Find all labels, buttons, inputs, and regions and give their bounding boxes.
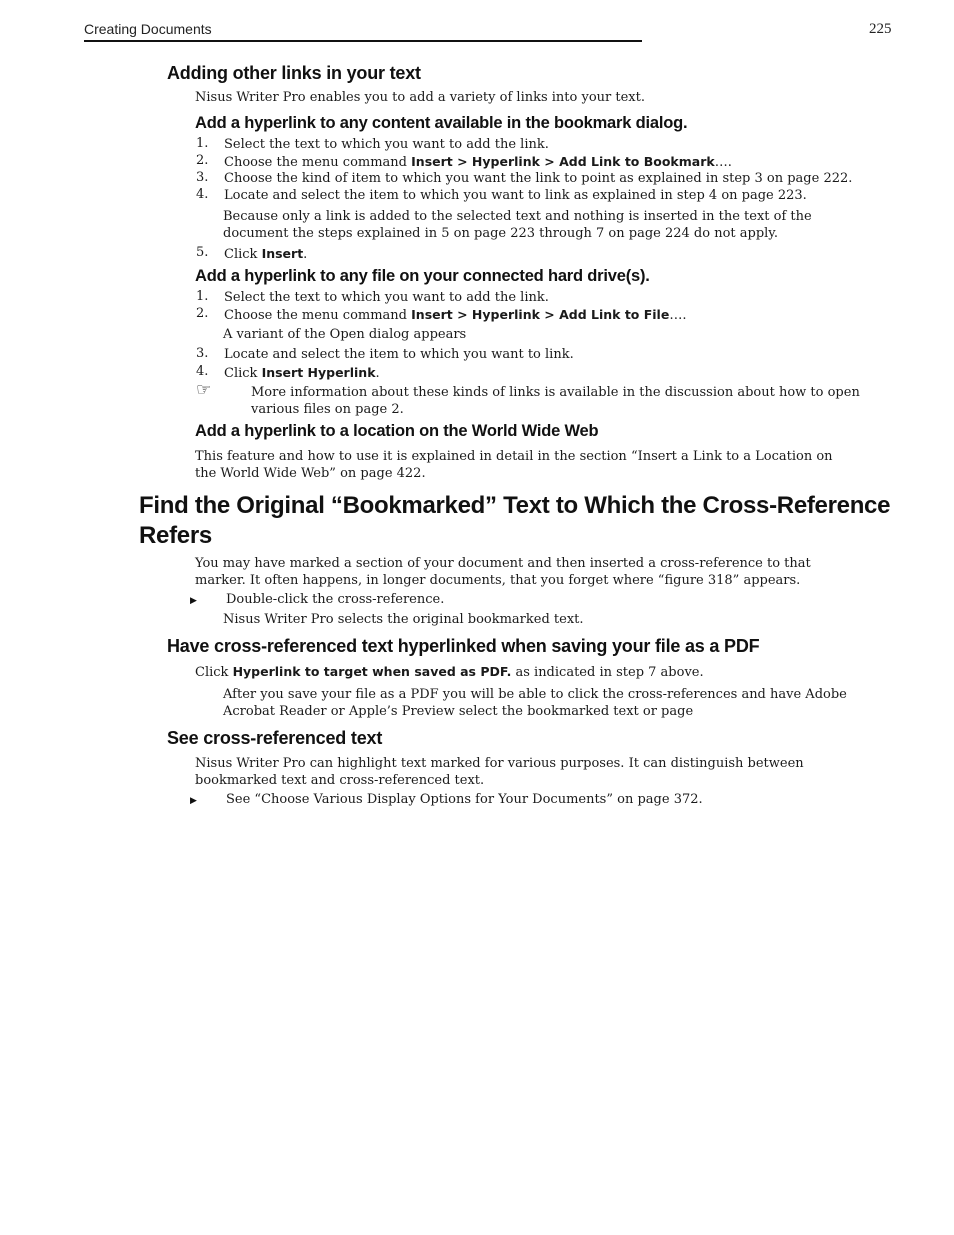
step-text: Select the text to which you want to add the link. [224, 137, 549, 152]
adding-links-intro: Nisus Writer Pro enables you to add a variety of links into your text. [195, 90, 645, 105]
step-text-post: …. [669, 308, 687, 323]
heading-find-original-cont: Refers [139, 522, 212, 549]
step-number: 1. [196, 289, 209, 304]
pointing-hand-icon: ☞ [196, 380, 212, 400]
step-number: 2. [196, 153, 209, 168]
bullet-text: Double-click the cross-reference. [226, 592, 445, 607]
step-number: 3. [196, 170, 209, 185]
see-xref-text: bookmarked text and cross-referenced text. [195, 773, 485, 788]
pdf-text-pre: Click [195, 665, 233, 680]
note-line: After you save your file as a PDF you will be able to click the cross-references and have Adobe [223, 687, 847, 702]
menu-command: Insert > Hyperlink > Add Link to File [411, 307, 670, 322]
step-text: Choose the kind of item to which you want the link to point as explained in step 3 on page 222. [224, 171, 853, 186]
step-number: 4. [196, 187, 209, 202]
step-text-post: . [375, 366, 380, 381]
header-rule [84, 40, 642, 42]
note-line: A variant of the Open dialog appears [223, 327, 467, 342]
pdf-text-post: as indicated in step 7 above. [511, 665, 704, 680]
heading-find-original: Find the Original “Bookmarked” Text to Which the Cross-Reference [139, 492, 891, 519]
step-text [224, 364, 380, 382]
result-text: Nisus Writer Pro selects the original bookmarked text. [223, 612, 584, 627]
www-link-text: This feature and how to use it is explained in detail in the section “Insert a Link to a Location on [195, 449, 833, 464]
step-number: 3. [196, 346, 209, 361]
step-number: 2. [196, 306, 209, 321]
tip-line: various files on page 2. [251, 402, 404, 417]
running-header-title: Creating Documents [84, 21, 212, 37]
step-text [224, 153, 732, 171]
menu-command: Insert > Hyperlink > Add Link to Bookmark [411, 154, 715, 169]
heading-see-xref: See cross-referenced text [167, 728, 383, 748]
triangle-bullet-icon: ▶ [190, 796, 197, 806]
step-number: 5. [196, 245, 209, 260]
step-text-pre: Click [224, 366, 262, 381]
step-text [224, 306, 686, 324]
step-text [224, 245, 307, 263]
heading-file-link: Add a hyperlink to any file on your connected hard drive(s). [195, 267, 650, 285]
step-text-post: . [303, 247, 308, 262]
bullet-text: See “Choose Various Display Options for Your Documents” on page 372. [226, 792, 703, 807]
step-text-post: …. [714, 155, 732, 170]
see-xref-text: Nisus Writer Pro can highlight text marked for various purposes. It can distinguish between [195, 756, 804, 771]
page-number: 225 [869, 21, 892, 37]
step-text-pre: Click [224, 247, 262, 262]
note-line: document the steps explained in 5 on page 223 through 7 on page 224 do not apply. [223, 226, 779, 241]
step-text: Locate and select the item to which you want to link as explained in step 4 on page 223. [224, 188, 807, 203]
step-text: Select the text to which you want to add the link. [224, 290, 549, 305]
step-text-pre: Choose the menu command [224, 308, 412, 323]
note-line: Because only a link is added to the selected text and nothing is inserted in the text of the [223, 209, 812, 224]
find-original-text: You may have marked a section of your document and then inserted a cross-reference to that [195, 556, 811, 571]
step-text: Locate and select the item to which you want to link. [224, 347, 574, 362]
triangle-bullet-icon: ▶ [190, 596, 197, 606]
step-text-pre: Choose the menu command [224, 155, 412, 170]
heading-bookmark-dialog: Add a hyperlink to any content available in the bookmark dialog. [195, 114, 688, 132]
tip-line: More information about these kinds of links is available in the discussion about how to open [251, 385, 860, 400]
menu-command: Insert [261, 246, 304, 261]
step-number: 1. [196, 136, 209, 151]
heading-adding-other-links: Adding other links in your text [167, 63, 421, 83]
find-original-text: marker. It often happens, in longer documents, that you forget where “figure 318” appears. [195, 573, 801, 588]
note-line: Acrobat Reader or Apple’s Preview select the bookmarked text or page [223, 704, 694, 719]
pdf-links-text [195, 663, 704, 681]
step-number: 4. [196, 364, 209, 379]
menu-command: Insert Hyperlink [261, 365, 376, 380]
heading-www-link: Add a hyperlink to a location on the World Wide Web [195, 422, 599, 440]
heading-pdf-links: Have cross-referenced text hyperlinked when saving your file as a PDF [167, 636, 760, 656]
www-link-text: the World Wide Web” on page 422. [195, 466, 426, 481]
option-name: Hyperlink to target when saved as PDF. [232, 664, 512, 679]
